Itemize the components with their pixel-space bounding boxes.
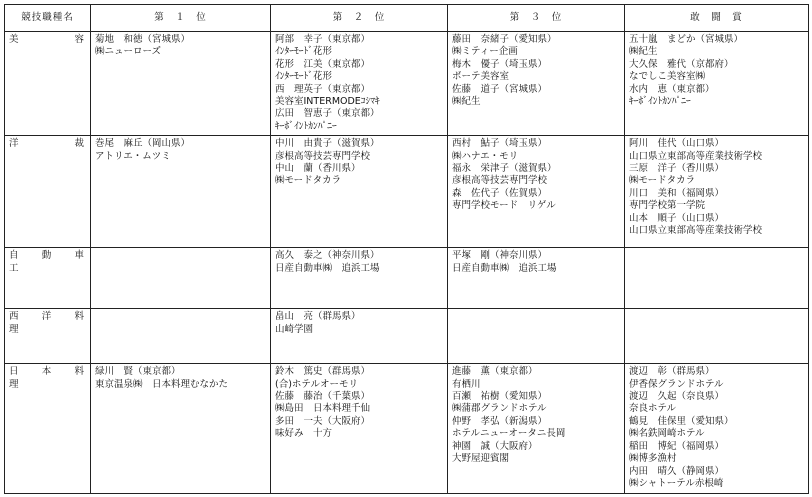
entry-line: ホテルニューオータニ長岡: [452, 428, 566, 440]
entry-line: ｲﾝﾀｰﾓｰﾄﾞ花形: [275, 71, 333, 83]
fighting-spirit-cell: [625, 32, 809, 136]
entry-line: 渡辺 彰（群馬県）: [629, 366, 715, 378]
entry-line: 水内 恵（東京都）: [629, 83, 715, 95]
category-cell: 美 容: [5, 32, 91, 136]
entry-line: 山崎学園: [275, 323, 314, 335]
entry-line: ㈱島田 日本料理千仙: [275, 403, 371, 415]
second-place-cell: [271, 136, 448, 248]
entry-line: ㈱名鉄岡崎ホテル: [629, 428, 705, 440]
third-place-cell: [448, 136, 625, 248]
entry-line: 神園 誠（大阪府）: [452, 440, 538, 452]
entry-line: 阿川 佳代（山口県）: [629, 138, 725, 150]
entry-line: 内田 晴久（静岡県）: [629, 465, 725, 477]
entry-line: 仲野 孝弘（新潟県）: [452, 415, 548, 427]
entry-line: 西村 鮎子（埼玉県）: [452, 138, 548, 150]
entry-line: 巻尾 麻丘（岡山県）: [95, 138, 191, 150]
entry-line: 佐藤 道子（宮城県）: [452, 83, 548, 95]
first-place-cell: [91, 248, 271, 309]
entry-line: 山本 順子（山口県）: [629, 212, 725, 224]
entry-line: ㈱紀生: [452, 96, 481, 108]
entry-line: 三原 洋子（香川県）: [629, 163, 725, 175]
header-second-place: 第 ２ 位: [271, 5, 448, 32]
entry-line: 鈴木 篤史（群馬県）: [275, 366, 371, 378]
entry-line: ㈱ニューローズ: [95, 46, 162, 58]
entry-line: 美容室INTERMODEｺｼﾏｷ: [275, 96, 380, 108]
entry-line: ㈱ハナエ・モリ: [452, 150, 519, 162]
entry-line: 味好み 十方: [275, 428, 333, 440]
entry-line: 広田 智恵子（東京都）: [275, 108, 380, 120]
entry-line: ㈱モードタカラ: [629, 175, 696, 187]
entry-line: 川口 美和（福岡県）: [629, 187, 725, 199]
entry-line: 渡辺 久起（奈良県）: [629, 391, 725, 403]
entry-line: 西 理英子（東京都）: [275, 83, 371, 95]
fighting-spirit-cell: [625, 248, 809, 309]
third-place-cell: [448, 364, 625, 494]
header-row: [5, 5, 809, 32]
fighting-spirit-cell: [625, 364, 809, 494]
entry-line: ㈱ミティー企画: [452, 46, 518, 58]
awards-table: [4, 4, 809, 494]
entry-line: 平塚 剛（神奈川県）: [452, 250, 548, 262]
category-cell: 日 本 料 理: [5, 364, 91, 494]
entry-line: ㈱紀生: [629, 46, 658, 58]
table-row: [5, 136, 809, 248]
entry-line: 彦根高等技芸専門学校: [452, 175, 548, 187]
entry-line: ㈱博多漁村: [629, 453, 677, 465]
first-place-cell: [91, 309, 271, 364]
entry-line: 中川 由貴子（滋賀県）: [275, 138, 380, 150]
header-third-place: 第 ３ 位: [448, 5, 625, 32]
table-row: [5, 364, 809, 494]
entry-line: 森 佐代子（佐賀県）: [452, 187, 548, 199]
entry-line: 多田 一夫（大阪府）: [275, 415, 371, 427]
second-place-cell: [271, 32, 448, 136]
entry-line: 藤田 奈緒子（愛知県）: [452, 34, 557, 45]
entry-line: 専門学校モード リゲル: [452, 200, 556, 212]
entry-line: (合)ホテルオーモリ: [275, 378, 358, 390]
table-row: [5, 32, 809, 136]
entry-line: 菊地 和徳（宮城県）: [95, 34, 191, 45]
entry-line: 高久 泰之（神奈川県）: [275, 250, 380, 262]
category-cell: 洋 裁: [5, 136, 91, 248]
document-sheet: [4, 4, 808, 492]
entry-line: 畠山 亮（群馬県）: [275, 311, 361, 323]
entry-line: 佐藤 藤治（千葉県）: [275, 391, 371, 403]
entry-line: ｷｰﾎﾞｲﾝﾄｶﾝﾊﾟﾆｰ: [275, 120, 337, 132]
entry-line: 緑川 賢（東京都）: [95, 366, 181, 378]
fighting-spirit-cell: [625, 136, 809, 248]
table-row: [5, 309, 809, 364]
second-place-cell: [271, 364, 448, 494]
header-fighting-spirit-award: 敢 闘 賞: [625, 5, 809, 32]
third-place-cell: [448, 248, 625, 309]
entry-line: 山口県立東部高等産業技術学校: [629, 225, 763, 237]
entry-line: ㈱シャトーテル赤根崎: [629, 477, 724, 489]
entry-line: 福永 栄津子（滋賀県）: [452, 163, 557, 175]
third-place-cell: [448, 309, 625, 364]
entry-line: 鶴見 佳保里（愛知県）: [629, 415, 734, 427]
entry-line: ㈱モードタカラ: [275, 175, 342, 187]
entry-line: 梅木 優子（埼玉県）: [452, 58, 548, 70]
fighting-spirit-cell: [625, 309, 809, 364]
entry-line: ｷｰﾎﾞｲﾝﾄｶﾝﾊﾟﾆｰ: [629, 96, 691, 108]
entry-line: 山口県立東部高等産業技術学校: [629, 150, 763, 162]
entry-line: ボーテ美容室: [452, 71, 510, 83]
entry-line: 進藤 薫（東京都）: [452, 366, 538, 378]
entry-line: 彦根高等技芸専門学校: [275, 150, 371, 162]
entry-line: 花形 江美（東京都）: [275, 58, 371, 70]
entry-line: 大野屋迎賓閣: [452, 453, 510, 465]
second-place-cell: [271, 309, 448, 364]
table-row: [5, 248, 809, 309]
second-place-cell: [271, 248, 448, 309]
header-first-place: 第 １ 位: [91, 5, 271, 32]
entry-line: 専門学校第一学院: [629, 200, 706, 212]
first-place-cell: [91, 364, 271, 494]
first-place-cell: [91, 32, 271, 136]
entry-line: 大久保 雅代（京都府）: [629, 58, 734, 70]
entry-line: 有栖川: [452, 378, 481, 390]
entry-line: 奈良ホテル: [629, 403, 677, 415]
entry-line: 伊香保グランドホテル: [629, 378, 724, 390]
entry-line: 百瀬 祐樹（愛知県）: [452, 391, 548, 403]
third-place-cell: [448, 32, 625, 136]
first-place-cell: [91, 136, 271, 248]
entry-line: 東京温泉㈱ 日本料理むなかた: [95, 378, 229, 390]
entry-line: 五十嵐 まどか（宮城県）: [629, 34, 744, 45]
entry-line: 日産自動車㈱ 追浜工場: [275, 262, 380, 274]
category-cell: 西 洋 料 理: [5, 309, 91, 364]
entry-line: 阿部 幸子（東京都）: [275, 34, 371, 45]
header-category: 競技職種名: [5, 5, 91, 32]
category-cell: 自 動 車 工: [5, 248, 91, 309]
entry-line: アトリエ・ムツミ: [95, 150, 171, 162]
entry-line: ｲﾝﾀｰﾓｰﾄﾞ花形: [275, 46, 333, 58]
entry-line: 稲田 博紀（福岡県）: [629, 440, 725, 452]
entry-line: 中山 蘭（香川県）: [275, 163, 361, 175]
entry-line: なでしこ美容室㈱: [629, 71, 706, 83]
entry-line: 日産自動車㈱ 追浜工場: [452, 262, 557, 274]
entry-line: ㈱蒲郡グランドホテル: [452, 403, 547, 415]
